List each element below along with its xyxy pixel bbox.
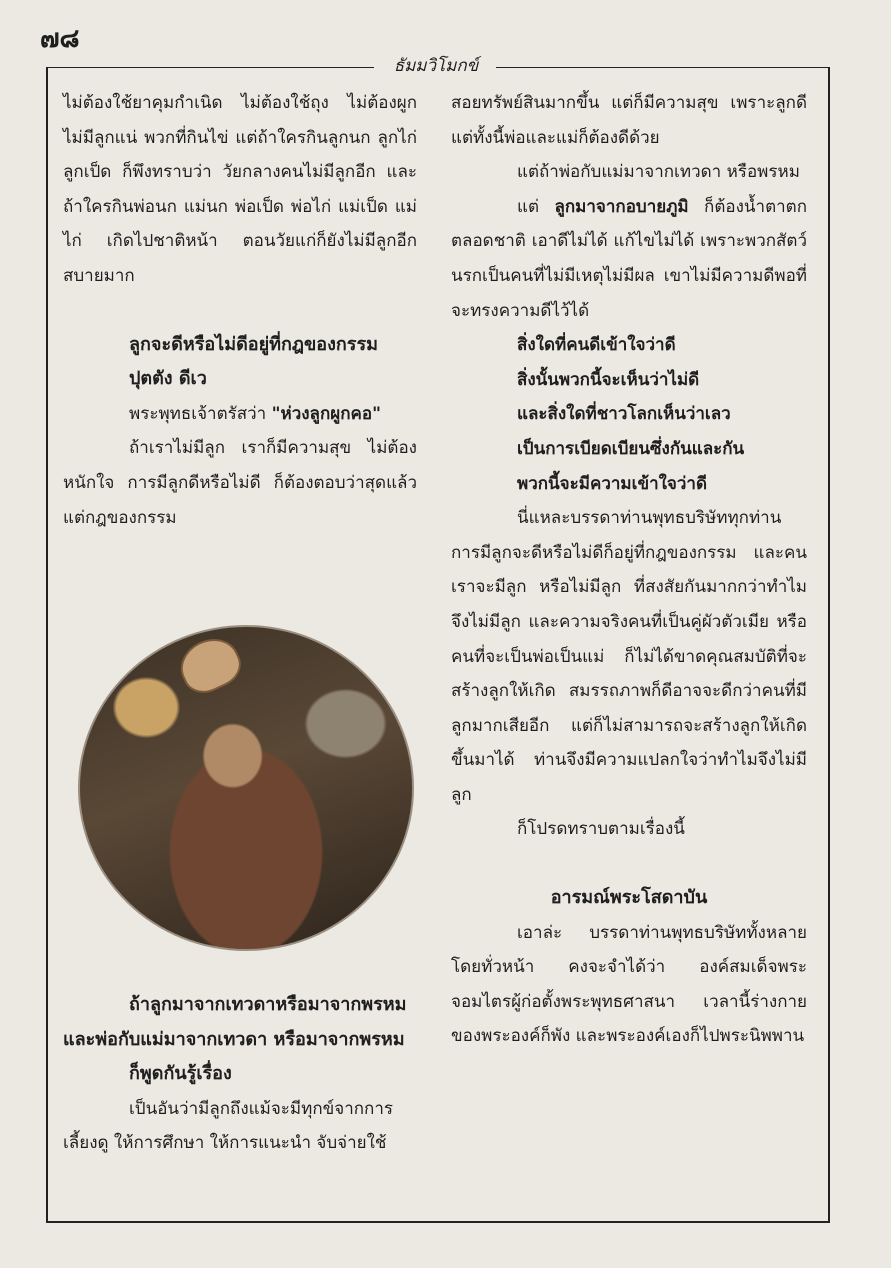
right-paragraph-3	[451, 190, 807, 328]
section-heading-deva-1: ถ้าลูกมาจากเทวดาหรือมาจากพรหม	[129, 994, 407, 1015]
verse-line-2: สิ่งนั้นพวกนี้จะเห็นว่าไม่ดี	[517, 369, 700, 390]
left-paragraph-4: เป็นอันว่ามีลูกถึงแม้จะมีทุกข์จากการเลี้ยงดู ให้การศึกษา ให้การแนะนำ จับจ่ายใช้	[63, 1098, 394, 1154]
right-paragraph-4: นี่แหละบรรดาท่านพุทธบริษัททุกท่าน การมีลูกจะดีหรือไม่ดีก็อยู่ที่กฎของกรรม และคนเราจะมีลูก หรือไม่มีลูก ที่สงสัยกันมากกว่าทำไมจึงไม่มีลูก และความจริงคนที่เป็นคู่ผัวตัวเมีย หรือคนที่จะเป็นพ่อเป็นแม่ ก็ไม่ได้ขาดคุณสมบัติที่จะสร้างลูกให้เกิด สมรรถภาพก็ดีอาจจะดีกว่าคนที่มีลูกมากเสียอีก แต่ก็ไม่สามารถจะสร้างลูกให้เกิดขึ้นมาได้ ท่านจึงมีความแปลกใจว่าทำไมจึงไม่มีลูก	[451, 508, 807, 805]
left-column	[63, 86, 417, 535]
section-heading-deva-3: ก็พูดกันรู้เรื่อง	[129, 1063, 232, 1085]
p3-prefix: แต่	[517, 196, 555, 217]
page-number: ๗๘	[40, 24, 80, 54]
left-paragraph-2	[63, 397, 417, 432]
p3-rest: ก็ต้องน้ำตาตกตลอดชาติ เอาดีไม่ได้ แก้ไขไม่ได้ เพราะพวกสัตว์นรกเป็นคนที่ไม่มีเหตุไม่มีผล เขาไม่มีความดีพอที่จะทรงความดีไว้ได้	[451, 196, 807, 321]
verse-line-5: พวกนี้จะมีความเข้าใจว่าดี	[517, 473, 708, 494]
right-paragraph-6: เอาล่ะ บรรดาท่านพุทธบริษัททั้งหลายโดยทั่วหน้า คงจะจำได้ว่า องค์สมเด็จพระจอมไตรผู้ก่อตั้งพระพุทธศาสนา เวลานี้ร่างกายของพระองค์ก็พัง และพระองค์เองก็ไปพระนิพพาน	[451, 922, 807, 1047]
section-heading-deva-2: และพ่อกับแม่มาจากเทวดา หรือมาจากพรหม	[63, 1028, 405, 1050]
running-header-title: ธัมมวิโมกข์	[393, 56, 479, 76]
right-column	[451, 86, 807, 1054]
monk-photo	[78, 625, 414, 951]
p3-bold: ลูกมาจากอบายภูมิ	[554, 196, 689, 217]
verse-line-3: และสิ่งใดที่ชาวโลกเห็นว่าเลว	[517, 404, 731, 425]
right-paragraph-5: ก็โปรดทราบตามเรื่องนี้	[517, 819, 685, 840]
section-heading-karma: ลูกจะดีหรือไม่ดีอยู่ที่กฎของกรรม	[129, 333, 378, 355]
right-paragraph-1: สอยทรัพย์สินมากขึ้น แต่ก็มีความสุข เพราะลูกดี แต่ทั้งนี้พ่อและแม่ก็ต้องดีด้วย	[451, 93, 807, 148]
left-column-lower	[63, 988, 417, 1161]
quote-bold: "ห่วงลูกผูกคอ"	[271, 403, 381, 424]
section-subheading: ปุตตัง ดีเว	[129, 368, 207, 390]
left-paragraph-1: ไม่ต้องใช้ยาคุมกำเนิด ไม่ต้องใช้ถุง ไม่ต้องผูก ไม่มีลูกแน่ พวกที่กินไข่ แต่ถ้าใครกินลูกนก ลูกไก่ ลูกเป็ด ก็พึงทราบว่า วัยกลางคนไม่มีลูกอีก และถ้าใครกินพ่อนก แม่นก พ่อเป็ด พ่อไก่ แม่เป็ด แม่ไก่ เกิดไปชาติหน้า ตอนวัยแก่ก็ยังไม่มีลูกอีก สบายมาก	[63, 93, 417, 286]
left-paragraph-3: ถ้าเราไม่มีลูก เราก็มีความสุข ไม่ต้องหนักใจ การมีลูกดีหรือไม่ดี ก็ต้องตอบว่าสุดแล้วแต่กฎของกรรม	[63, 438, 417, 528]
verse-line-1: สิ่งใดที่คนดีเข้าใจว่าดี	[517, 335, 676, 356]
quote-intro: พระพุทธเจ้าตรัสว่า	[129, 403, 272, 424]
section-heading-sotapanna: อารมณ์พระโสดาบัน	[550, 887, 708, 909]
right-paragraph-2: แต่ถ้าพ่อกับแม่มาจากเทวดา หรือพรหม	[517, 162, 800, 183]
verse-line-4: เป็นการเบียดเบียนซึ่งกันและกัน	[517, 438, 745, 459]
